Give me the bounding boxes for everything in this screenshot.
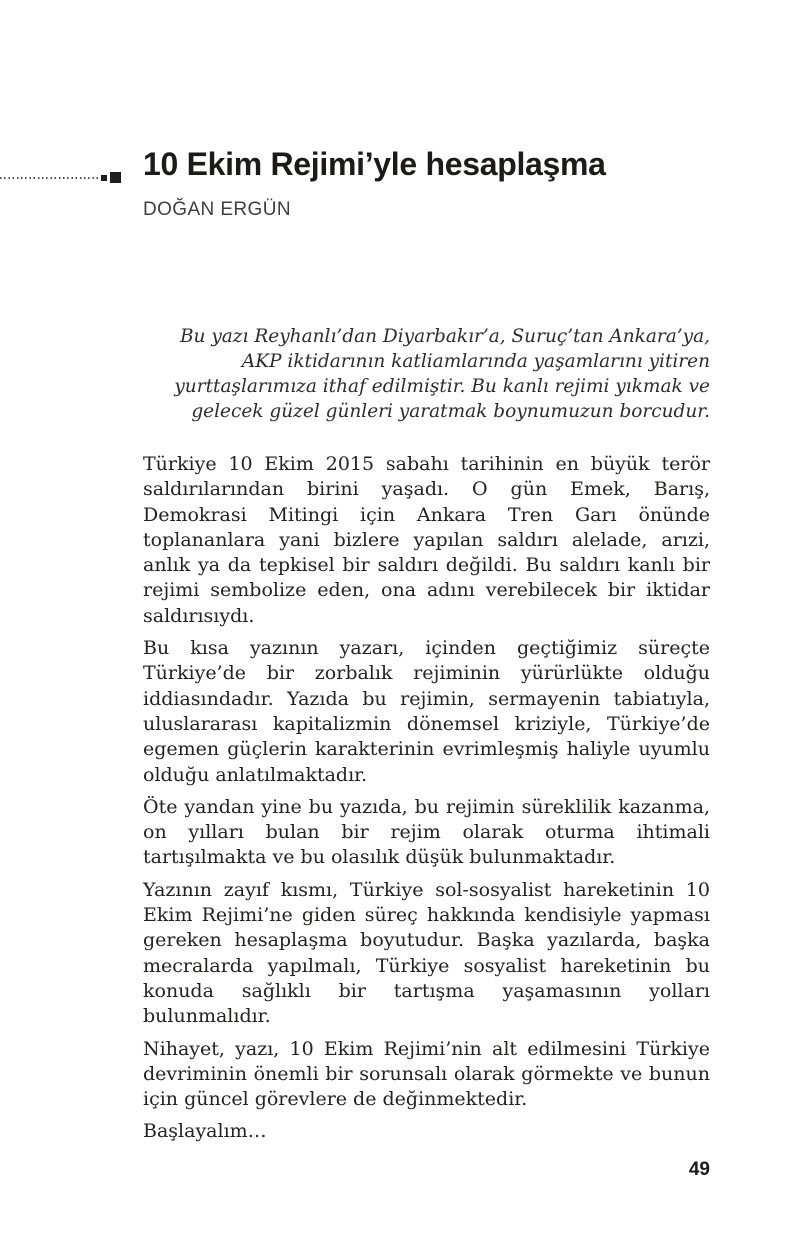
large-square-bullet-icon: [110, 172, 121, 183]
article-body: [143, 452, 710, 1152]
dedication-line: gelecek güzel günleri yaratmak boynumuzun borcudur.: [191, 401, 710, 422]
dedication-line: AKP iktidarının katliamlarında yaşamlarını yitiren: [241, 351, 710, 372]
article-title: 10 Ekim Rejimi’yle hesaplaşma: [143, 146, 606, 182]
dedication-line: yurttaşlarımıza ithaf edilmiştir. Bu kanlı rejimi yıkmak ve: [174, 376, 710, 397]
section-marker: [0, 170, 122, 184]
body-paragraph: Yazının zayıf kısmı, Türkiye sol-sosyalist hareketinin 10 Ekim Rejimi’ne giden süreç hakkında kendisiyle yapması gereken hesaplaşma boyutudur. Başka yazılarda, başka mecralarda yapılmalı, Türkiye sosyalist hareketinin bu konuda sağlıklı bir tartışma yaşamasının yolları bulunmalıdır.: [143, 878, 710, 1028]
body-paragraph: Bu kısa yazının yazarı, içinden geçtiğimiz süreçte Türkiye’de bir zorbalık rejiminin yürürlükte olduğu iddiasındadır. Yazıda bu rejimin, sermayenin tabiatıyla, uluslararası kapitalizmin dönemsel kriziyle, Türkiye’de egemen güçlerin karakterinin evrimleşmiş haliyle uyumlu olduğu anlatılmaktadır.: [143, 637, 710, 786]
body-paragraph: Öte yandan yine bu yazıda, bu rejimin süreklilik kazanma, on yılları bulan bir rejim olarak oturma ihtimali tartışılmakta ve bu olasılık düşük bulunmaktadır.: [143, 795, 710, 869]
body-paragraph: Türkiye 10 Ekim 2015 sabahı tarihinin en büyük terör saldırılarından birini yaşadı. O gün Emek, Barış, Demokrasi Mitingi için Ankara Tren Garı önünde toplananlara yani bizlere yapılan saldırı alelade, arızi, anlık ya da tepkisel bir saldırı değildi. Bu saldırı kanlı bir rejimi sembolize eden, ona adını verebilecek bir iktidar saldırısıydı.: [143, 453, 710, 627]
small-square-bullet-icon: [101, 175, 107, 181]
dotted-leader-icon: [0, 177, 99, 179]
body-paragraph: Başlayalım…: [143, 1120, 267, 1143]
dedication-line: Bu yazı Reyhanlı’dan Diyarbakır’a, Suruç’tan Ankara’ya,: [179, 326, 710, 347]
dedication-epigraph: [143, 324, 710, 424]
body-paragraph: Nihayet, yazı, 10 Ekim Rejimi’nin alt edilmesini Türkiye devriminin önemli bir sorunsalı olarak görmekte ve bunun için güncel görevlere de değinmektedir.: [143, 1037, 710, 1111]
page-number: 49: [688, 1159, 710, 1180]
article-author: DOĞAN ERGÜN: [143, 199, 291, 220]
